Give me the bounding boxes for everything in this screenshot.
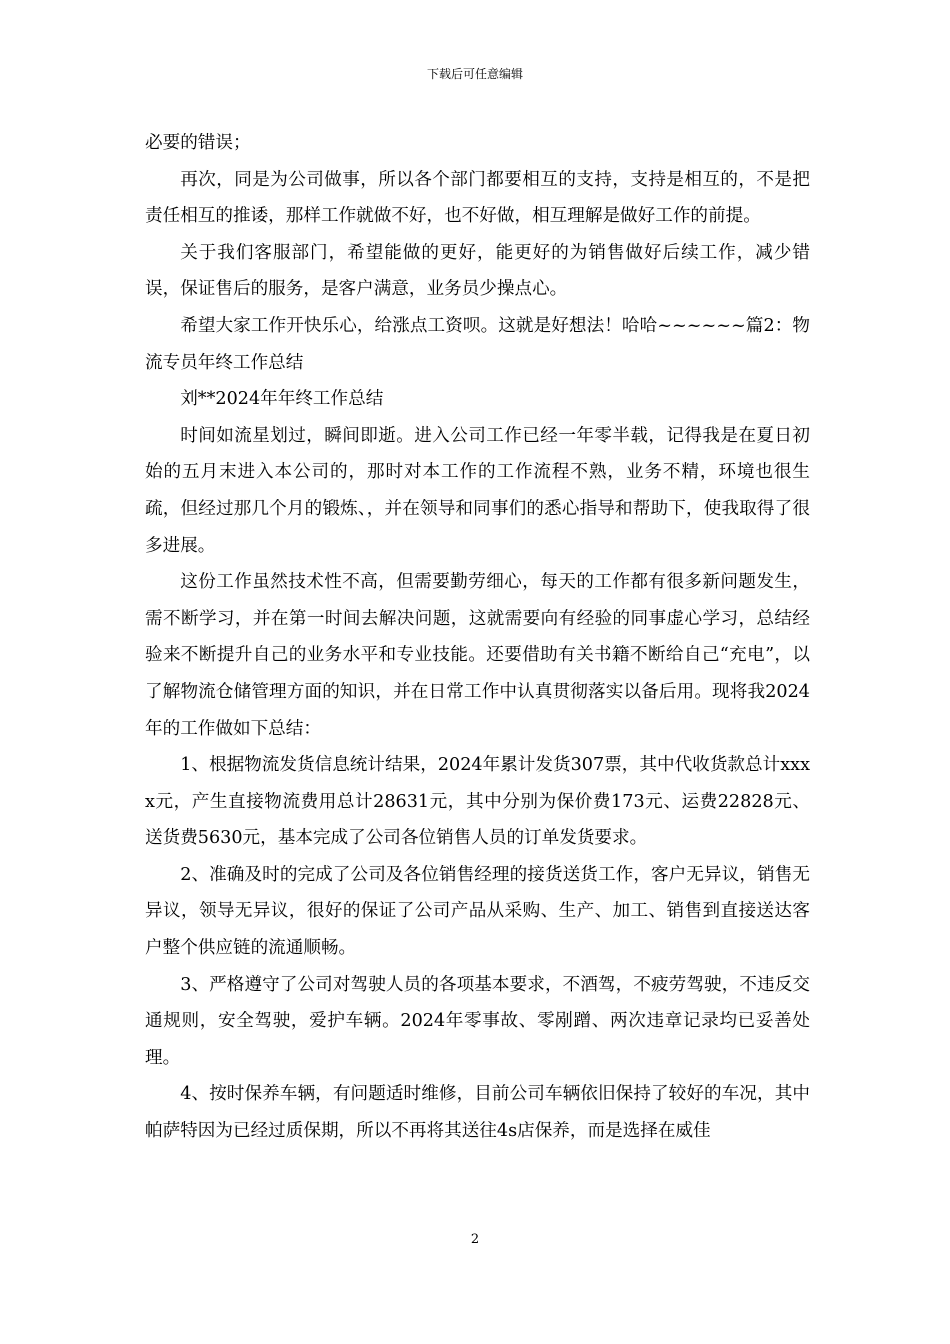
paragraph: 这份工作虽然技术性不高，但需要勤劳细心，每天的工作都有很多新问题发生，需不断学习，并在第一时间去解决问题，这就需要向有经验的同事虚心学习，总结经验来不断提升自己的业务水平和专业技能。还要借助有关书籍不断给自己“充电”，以了解物流仓储管理方面的知识，并在日常工作中认真贯彻落实以备后用。现将我2024年的工作做如下总结： [145,572,810,739]
paragraph: 再次，同是为公司做事，所以各个部门都要相互的支持，支持是相互的，不是把责任相互的推诿，那样工作就做不好，也不好做，相互理解是做好工作的前提。 [145,169,810,227]
document-body [145,125,810,1150]
paragraph: 1、根据物流发货信息统计结果，2024年累计发货307票，其中代收货款总计xxxx元，产生直接物流费用总计28631元，其中分别为保价费173元、运费22828元、送货费5630元，基本完成了公司各位销售人员的订单发货要求。 [145,755,810,849]
paragraph: 3、严格遵守了公司对驾驶人员的各项基本要求，不酒驾，不疲劳驾驶，不违反交通规则，安全驾驶，爱护车辆。2024年零事故、零剐蹭、两次违章记录均已妥善处理。 [145,974,810,1068]
paragraph: 刘**2024年年终工作总结 [180,389,384,410]
page-number: 2 [470,1232,480,1247]
paragraph: 2、准确及时的完成了公司及各位销售经理的接货送货工作，客户无异议，销售无异议，领导无异议，很好的保证了公司产品从采购、生产、加工、销售到直接送达客户整个供应链的流通顺畅。 [145,864,810,959]
paragraph: 希望大家工作开快乐心，给涨点工资呗。这就是好想法！哈哈~~~~~~篇2：物流专员年终工作总结 [145,315,810,373]
paragraph: 时间如流星划过，瞬间即逝。进入公司工作已经一年零半载，记得我是在夏日初始的五月末进入本公司的，那时对本工作的工作流程不熟，业务不精，环境也很生疏，但经过那几个月的锻炼、，并在领导和同事们的悉心指导和帮助下，使我取得了很多进展。 [145,425,810,556]
paragraph: 4、按时保养车辆，有问题适时维修，目前公司车辆依旧保持了较好的车况，其中帕萨特因为已经过质保期，所以不再将其送往4s店保养，而是选择在威佳 [145,1084,810,1142]
page-header: 下载后可任意编辑 [426,67,523,81]
paragraph: 必要的错误； [145,133,251,153]
paragraph: 关于我们客服部门，希望能做的更好，能更好的为销售做好后续工作，减少错误，保证售后的服务，是客户满意，业务员少操点心。 [145,242,810,300]
